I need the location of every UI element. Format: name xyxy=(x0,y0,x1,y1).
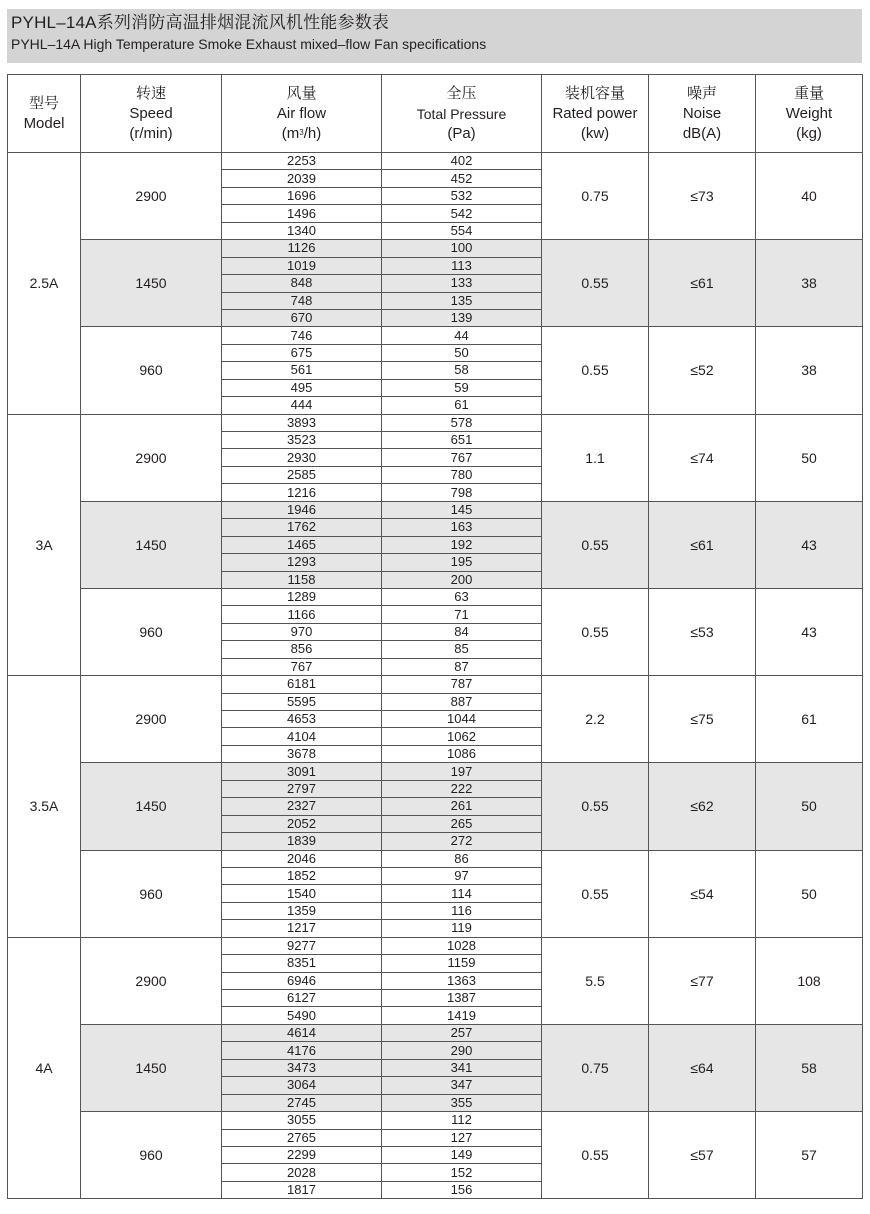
power-cell: 0.55 xyxy=(542,1112,649,1199)
noise-cell: ≤53 xyxy=(649,588,756,675)
pressure-cell: 63 xyxy=(382,588,542,605)
pressure-cell: 780 xyxy=(382,466,542,483)
pressure-cell: 58 xyxy=(382,362,542,379)
table-row xyxy=(8,240,863,257)
airflow-cell: 8351 xyxy=(222,955,382,972)
pressure-cell: 149 xyxy=(382,1146,542,1163)
title-english: PYHL–14A High Temperature Smoke Exhaust mixed–flow Fan specifications xyxy=(11,36,487,52)
weight-cell: 57 xyxy=(756,1112,863,1199)
airflow-cell: 848 xyxy=(222,275,382,292)
noise-cell: ≤61 xyxy=(649,501,756,588)
airflow-cell: 1839 xyxy=(222,833,382,850)
airflow-cell: 2797 xyxy=(222,780,382,797)
power-cell: 0.55 xyxy=(542,588,649,675)
noise-cell: ≤74 xyxy=(649,414,756,501)
airflow-cell: 5490 xyxy=(222,1007,382,1024)
power-cell: 1.1 xyxy=(542,414,649,501)
airflow-cell: 444 xyxy=(222,397,382,414)
airflow-cell: 746 xyxy=(222,327,382,344)
airflow-cell: 1762 xyxy=(222,519,382,536)
pressure-cell: 119 xyxy=(382,920,542,937)
pressure-cell: 113 xyxy=(382,257,542,274)
table-row xyxy=(8,414,863,431)
weight-cell: 50 xyxy=(756,414,863,501)
header-noise: 噪声 Noise dB(A) xyxy=(649,75,756,153)
pressure-cell: 44 xyxy=(382,327,542,344)
noise-cell: ≤61 xyxy=(649,240,756,327)
airflow-cell: 2930 xyxy=(222,449,382,466)
airflow-cell: 3893 xyxy=(222,414,382,431)
pressure-cell: 1363 xyxy=(382,972,542,989)
speed-cell: 960 xyxy=(81,1112,222,1199)
pressure-cell: 86 xyxy=(382,850,542,867)
table-row xyxy=(8,763,863,780)
pressure-cell: 100 xyxy=(382,240,542,257)
table-row xyxy=(8,1024,863,1041)
airflow-cell: 1340 xyxy=(222,222,382,239)
header-row xyxy=(8,75,863,153)
airflow-cell: 2046 xyxy=(222,850,382,867)
pressure-cell: 452 xyxy=(382,170,542,187)
title-bar xyxy=(7,9,862,63)
airflow-cell: 9277 xyxy=(222,937,382,954)
airflow-cell: 1217 xyxy=(222,920,382,937)
weight-cell: 40 xyxy=(756,153,863,240)
pressure-cell: 257 xyxy=(382,1024,542,1041)
pressure-cell: 112 xyxy=(382,1112,542,1129)
pressure-cell: 1044 xyxy=(382,711,542,728)
airflow-cell: 1946 xyxy=(222,501,382,518)
airflow-cell: 3064 xyxy=(222,1077,382,1094)
airflow-cell: 670 xyxy=(222,309,382,326)
noise-cell: ≤77 xyxy=(649,937,756,1024)
airflow-cell: 1216 xyxy=(222,484,382,501)
header-model: 型号 Model xyxy=(8,75,81,153)
pressure-cell: 85 xyxy=(382,641,542,658)
airflow-cell: 6946 xyxy=(222,972,382,989)
header-weight: 重量 Weight (kg) xyxy=(756,75,863,153)
speed-cell: 2900 xyxy=(81,153,222,240)
pressure-cell: 139 xyxy=(382,309,542,326)
airflow-cell: 1852 xyxy=(222,867,382,884)
airflow-cell: 1019 xyxy=(222,257,382,274)
airflow-cell: 1289 xyxy=(222,588,382,605)
airflow-cell: 3091 xyxy=(222,763,382,780)
pressure-cell: 135 xyxy=(382,292,542,309)
pressure-cell: 84 xyxy=(382,623,542,640)
header-power: 装机容量 Rated power (kw) xyxy=(542,75,649,153)
airflow-cell: 970 xyxy=(222,623,382,640)
speed-cell: 2900 xyxy=(81,414,222,501)
table-row xyxy=(8,501,863,518)
header-airflow: 风量 Air flow $(m^3/h)$ xyxy=(222,75,382,153)
power-cell: 0.55 xyxy=(542,501,649,588)
power-cell: 0.55 xyxy=(542,763,649,850)
pressure-cell: 290 xyxy=(382,1042,542,1059)
header-speed: 转速 Speed (r/min) xyxy=(81,75,222,153)
airflow-cell: 1359 xyxy=(222,902,382,919)
pressure-cell: 265 xyxy=(382,815,542,832)
airflow-cell: 1696 xyxy=(222,187,382,204)
pressure-cell: 1387 xyxy=(382,990,542,1007)
table-row xyxy=(8,676,863,693)
airflow-cell: 6181 xyxy=(222,676,382,693)
weight-cell: 61 xyxy=(756,676,863,763)
airflow-cell: 2039 xyxy=(222,170,382,187)
pressure-cell: 532 xyxy=(382,187,542,204)
airflow-cell: 3055 xyxy=(222,1112,382,1129)
power-cell: 0.75 xyxy=(542,1024,649,1111)
pressure-cell: 355 xyxy=(382,1094,542,1111)
airflow-cell: 2745 xyxy=(222,1094,382,1111)
power-cell: 2.2 xyxy=(542,676,649,763)
airflow-cell: 4104 xyxy=(222,728,382,745)
noise-cell: ≤52 xyxy=(649,327,756,414)
pressure-cell: 554 xyxy=(382,222,542,239)
pressure-cell: 114 xyxy=(382,885,542,902)
pressure-cell: 887 xyxy=(382,693,542,710)
pressure-cell: 59 xyxy=(382,379,542,396)
weight-cell: 50 xyxy=(756,763,863,850)
speed-cell: 1450 xyxy=(81,763,222,850)
airflow-cell: 495 xyxy=(222,379,382,396)
speed-cell: 1450 xyxy=(81,1024,222,1111)
pressure-cell: 156 xyxy=(382,1181,542,1198)
weight-cell: 50 xyxy=(756,850,863,937)
weight-cell: 38 xyxy=(756,240,863,327)
noise-cell: ≤75 xyxy=(649,676,756,763)
spec-body xyxy=(8,153,863,1199)
title-chinese: PYHL–14A系列消防高温排烟混流风机性能参数表 xyxy=(11,13,390,32)
spec-table xyxy=(7,74,863,1199)
pressure-cell: 50 xyxy=(382,344,542,361)
airflow-cell: 767 xyxy=(222,658,382,675)
power-cell: 0.55 xyxy=(542,327,649,414)
airflow-cell: 856 xyxy=(222,641,382,658)
airflow-cell: 2327 xyxy=(222,798,382,815)
airflow-cell: 1158 xyxy=(222,571,382,588)
pressure-cell: 195 xyxy=(382,554,542,571)
speed-cell: 1450 xyxy=(81,501,222,588)
pressure-cell: 542 xyxy=(382,205,542,222)
airflow-cell: 2253 xyxy=(222,153,382,170)
pressure-cell: 192 xyxy=(382,536,542,553)
model-cell: 2.5A xyxy=(8,153,81,415)
airflow-cell: 5595 xyxy=(222,693,382,710)
pressure-cell: 1028 xyxy=(382,937,542,954)
pressure-cell: 651 xyxy=(382,432,542,449)
model-cell: 3.5A xyxy=(8,676,81,938)
airflow-cell: 1465 xyxy=(222,536,382,553)
table-row xyxy=(8,1112,863,1129)
pressure-cell: 133 xyxy=(382,275,542,292)
table-row xyxy=(8,850,863,867)
pressure-cell: 1062 xyxy=(382,728,542,745)
pressure-cell: 71 xyxy=(382,606,542,623)
airflow-cell: 4614 xyxy=(222,1024,382,1041)
power-cell: 5.5 xyxy=(542,937,649,1024)
pressure-cell: 97 xyxy=(382,867,542,884)
airflow-cell: 2028 xyxy=(222,1164,382,1181)
pressure-cell: 116 xyxy=(382,902,542,919)
pressure-cell: 145 xyxy=(382,501,542,518)
pressure-cell: 798 xyxy=(382,484,542,501)
pressure-cell: 787 xyxy=(382,676,542,693)
pressure-cell: 578 xyxy=(382,414,542,431)
airflow-cell: 6127 xyxy=(222,990,382,1007)
airflow-cell: 2765 xyxy=(222,1129,382,1146)
speed-cell: 2900 xyxy=(81,937,222,1024)
airflow-cell: 1166 xyxy=(222,606,382,623)
noise-cell: ≤62 xyxy=(649,763,756,850)
airflow-cell: 1126 xyxy=(222,240,382,257)
pressure-cell: 272 xyxy=(382,833,542,850)
pressure-cell: 197 xyxy=(382,763,542,780)
noise-cell: ≤64 xyxy=(649,1024,756,1111)
pressure-cell: 402 xyxy=(382,153,542,170)
airflow-cell: 3473 xyxy=(222,1059,382,1076)
airflow-cell: 1293 xyxy=(222,554,382,571)
pressure-cell: 163 xyxy=(382,519,542,536)
power-cell: 0.75 xyxy=(542,153,649,240)
airflow-cell: 4653 xyxy=(222,711,382,728)
table-row xyxy=(8,327,863,344)
model-cell: 4A xyxy=(8,937,81,1199)
header-pressure: 全压 Total Pressure (Pa) xyxy=(382,75,542,153)
noise-cell: ≤54 xyxy=(649,850,756,937)
airflow-cell: 3678 xyxy=(222,745,382,762)
pressure-cell: 347 xyxy=(382,1077,542,1094)
model-cell: 3A xyxy=(8,414,81,676)
speed-cell: 960 xyxy=(81,327,222,414)
noise-cell: ≤73 xyxy=(649,153,756,240)
pressure-cell: 1159 xyxy=(382,955,542,972)
pressure-cell: 1086 xyxy=(382,745,542,762)
pressure-cell: 127 xyxy=(382,1129,542,1146)
power-cell: 0.55 xyxy=(542,240,649,327)
pressure-cell: 87 xyxy=(382,658,542,675)
airflow-cell: 675 xyxy=(222,344,382,361)
speed-cell: 960 xyxy=(81,850,222,937)
airflow-cell: 3523 xyxy=(222,432,382,449)
pressure-cell: 261 xyxy=(382,798,542,815)
pressure-cell: 1419 xyxy=(382,1007,542,1024)
weight-cell: 43 xyxy=(756,588,863,675)
weight-cell: 38 xyxy=(756,327,863,414)
airflow-cell: 2299 xyxy=(222,1146,382,1163)
speed-cell: 960 xyxy=(81,588,222,675)
weight-cell: 58 xyxy=(756,1024,863,1111)
speed-cell: 2900 xyxy=(81,676,222,763)
pressure-cell: 222 xyxy=(382,780,542,797)
pressure-cell: 152 xyxy=(382,1164,542,1181)
table-row xyxy=(8,588,863,605)
airflow-cell: 1496 xyxy=(222,205,382,222)
power-cell: 0.55 xyxy=(542,850,649,937)
pressure-cell: 341 xyxy=(382,1059,542,1076)
table-row xyxy=(8,937,863,954)
noise-cell: ≤57 xyxy=(649,1112,756,1199)
airflow-cell: 748 xyxy=(222,292,382,309)
pressure-cell: 200 xyxy=(382,571,542,588)
table-row xyxy=(8,153,863,170)
weight-cell: 108 xyxy=(756,937,863,1024)
airflow-cell: 2052 xyxy=(222,815,382,832)
pressure-cell: 767 xyxy=(382,449,542,466)
airflow-cell: 1540 xyxy=(222,885,382,902)
airflow-cell: 2585 xyxy=(222,466,382,483)
airflow-cell: 1817 xyxy=(222,1181,382,1198)
pressure-cell: 61 xyxy=(382,397,542,414)
speed-cell: 1450 xyxy=(81,240,222,327)
airflow-cell: 4176 xyxy=(222,1042,382,1059)
airflow-cell: 561 xyxy=(222,362,382,379)
weight-cell: 43 xyxy=(756,501,863,588)
